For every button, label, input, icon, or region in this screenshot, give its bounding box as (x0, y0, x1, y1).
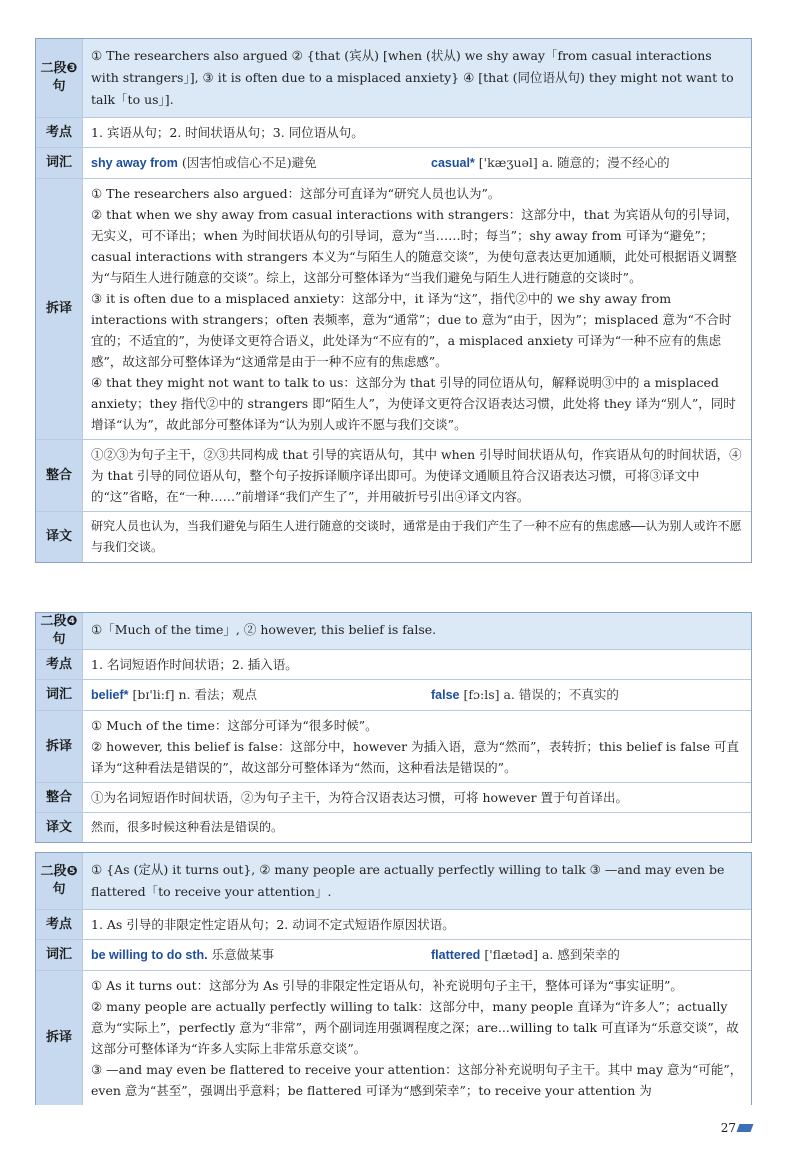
sentence-label: 二段❺句 (36, 853, 83, 909)
zhenghe-text: ①为名词短语作时间状语，②为句子主干，为符合汉语表达习惯，可将 however 置于句首译出。 (91, 790, 629, 805)
sentence-block-4 (35, 612, 752, 843)
chaiyi-part: ① The researchers also argued：这部分可直译为“研究人员也认为”。 (91, 186, 501, 201)
vocab-word: flattered (431, 948, 481, 962)
chaiyi-label: 拆译 (36, 971, 83, 1105)
sentence-label: 二段❸句 (36, 39, 83, 117)
yiwen-row (36, 813, 751, 842)
sentence-header (36, 853, 751, 910)
chaiyi-part: ② however, this belief is false：这部分中，however 为插入语，意为“然而”，表转折；this belief is false 可直译为“这种看法是错误的”，故这部分可整体译为“然而，这种看法是错误的”。 (91, 739, 739, 775)
chaiyi-row (36, 971, 751, 1105)
vocab-def: 乐意做某事 (211, 947, 275, 962)
chaiyi-part: ② many people are actually perfectly willing to talk：这部分中，many people 直译为“许多人”；actually 意为“实际上”，perfectly 意为“非常”，两个副词连用强调程度之深；are...willing to talk 可直译为“乐意交谈”，故这部分可整体译为“许多人实际上非常乐意交谈”。 (91, 999, 739, 1056)
yiwen-row (36, 512, 751, 562)
zhenghe-label: 整合 (36, 440, 83, 511)
vocab-word: false (431, 688, 460, 702)
zhenghe-label: 整合 (36, 783, 83, 812)
chaiyi-label: 拆译 (36, 179, 83, 439)
vocab-word: be willing to do sth. (91, 948, 208, 962)
sentence-block-5 (35, 852, 752, 1105)
vocab-row (36, 148, 751, 179)
vocab-word: shy away from (91, 156, 178, 170)
sentence-header (36, 39, 751, 118)
chaiyi-part: ① Much of the time：这部分可译为“很多时候”。 (91, 718, 378, 733)
graduation-cap-icon (737, 1124, 754, 1132)
vocab-def: ['kæʒuəl] a. 随意的；漫不经心的 (478, 155, 670, 170)
sentence-label: 二段❹句 (36, 613, 83, 649)
sentence-text: ① The researchers also argued ② {that (宾从) [when (状从) we shy away「from casual interactions with strangers」], ③ it is often due to a misplaced anxiety} ④ [that (同位语从句) they might not want to talk「to us」]. (91, 48, 734, 107)
vocab-label: 词汇 (36, 940, 83, 970)
vocab-word: casual* (431, 156, 475, 170)
page-number-text: 27 (720, 1121, 736, 1135)
vocab-label: 词汇 (36, 148, 83, 178)
vocab-row (36, 680, 751, 711)
chaiyi-part: ③ —and may even be flattered to receive your attention：这部分补充说明句子主干。其中 may 意为“可能”，even 意为“甚至”，强调出乎意料；be flattered 可译为“感到荣幸”；to receive your attention 为 (91, 1062, 743, 1098)
kaodian-row (36, 910, 751, 940)
sentence-header (36, 613, 751, 650)
sentence-text: ①「Much of the time」, ② however, this belief is false. (91, 622, 437, 637)
vocab-def: [fɔ:ls] a. 错误的；不真实的 (463, 687, 619, 702)
sentence-text: ① {As (定从) it turns out}, ② many people are actually perfectly willing to talk ③ —and may even be flattered「to receive your attention」. (91, 862, 725, 899)
yiwen-text: 研究人员也认为，当我们避免与陌生人进行随意的交谈时，通常是由于我们产生了一种不应有的焦虑感——认为别人或许不愿与我们交谈。 (91, 519, 742, 554)
kaodian-row (36, 118, 751, 148)
chaiyi-label: 拆译 (36, 711, 83, 782)
chaiyi-part: ② that when we shy away from casual interactions with strangers：这部分中，that 为宾语从句的引导词，无实义，可不译出；when 为时间状语从句的引导词，意为“当……时；每当”；shy away from 可译为“避免”；casual interactions with strangers 本义为“与陌生人的随意交谈”，为使句意表达更加通顺，此处可根据语义调整为“与陌生人进行随意的交谈”。综上，这部分可整体译为“当我们避免与陌生人进行随意的交谈时”。 (91, 207, 739, 285)
kaodian-text: 1. 宾语从句；2. 时间状语从句；3. 同位语从句。 (91, 125, 364, 140)
kaodian-text: 1. 名词短语作时间状语；2. 插入语。 (91, 657, 298, 672)
vocab-label: 词汇 (36, 680, 83, 710)
vocab-def: ['flætəd] a. 感到荣幸的 (484, 947, 620, 962)
vocab-def: (因害怕或信心不足)避免 (181, 155, 317, 170)
zhenghe-row (36, 783, 751, 813)
sentence-block-3 (35, 38, 752, 563)
zhenghe-text: ①②③为句子主干，②③共同构成 that 引导的宾语从句，其中 when 引导时间状语从句，作宾语从句的时间状语，④为 that 引导的同位语从句，整个句子按拆译顺序译出即可。为使译文通顺且符合汉语表达习惯，可将③译文中的“这”省略，在“一种……”前增译“我们产生了”，并用破折号引出④译文内容。 (91, 447, 742, 504)
chaiyi-row (36, 179, 751, 440)
kaodian-text: 1. As 引导的非限定性定语从句；2. 动词不定式短语作原因状语。 (91, 917, 455, 932)
kaodian-label: 考点 (36, 118, 83, 147)
yiwen-label: 译文 (36, 813, 83, 842)
chaiyi-part: ④ that they might not want to talk to us：这部分为 that 引导的同位语从句，解释说明③中的 a misplaced anxiety；they 指代②中的 strangers 即“陌生人”，为使译文更符合汉语表达习惯，此处将 they 译为“别人”，同时增译“认为”，故此部分可整体译为“认为别人或许不愿与我们交谈”。 (91, 375, 736, 432)
kaodian-label: 考点 (36, 650, 83, 679)
vocab-row (36, 940, 751, 971)
vocab-word: belief* (91, 688, 129, 702)
chaiyi-part: ③ it is often due to a misplaced anxiety：这部分中，it 译为“这”，指代②中的 we shy away from interactions with strangers；often 表频率，意为“通常”；due to 意为“由于，因为”；misplaced 意为“不合时宜的；不适宜的”，为使译文更符合语义，此处译为“不应有的”，a misplaced anxiety 可译为“一种不应有的焦虑感”，故这部分可整体译为“这通常是由于一种不应有的焦虑感”。 (91, 291, 732, 369)
vocab-def: [bɪ'li:f] n. 看法；观点 (132, 687, 257, 702)
page-number (721, 1121, 752, 1135)
chaiyi-part: ① As it turns out：这部分为 As 引导的非限定性定语从句，补充说明句子主干，整体可译为“事实证明”。 (91, 978, 683, 993)
kaodian-row (36, 650, 751, 680)
yiwen-text: 然而，很多时候这种看法是错误的。 (91, 820, 284, 834)
yiwen-label: 译文 (36, 512, 83, 562)
zhenghe-row (36, 440, 751, 512)
chaiyi-row (36, 711, 751, 783)
kaodian-label: 考点 (36, 910, 83, 939)
